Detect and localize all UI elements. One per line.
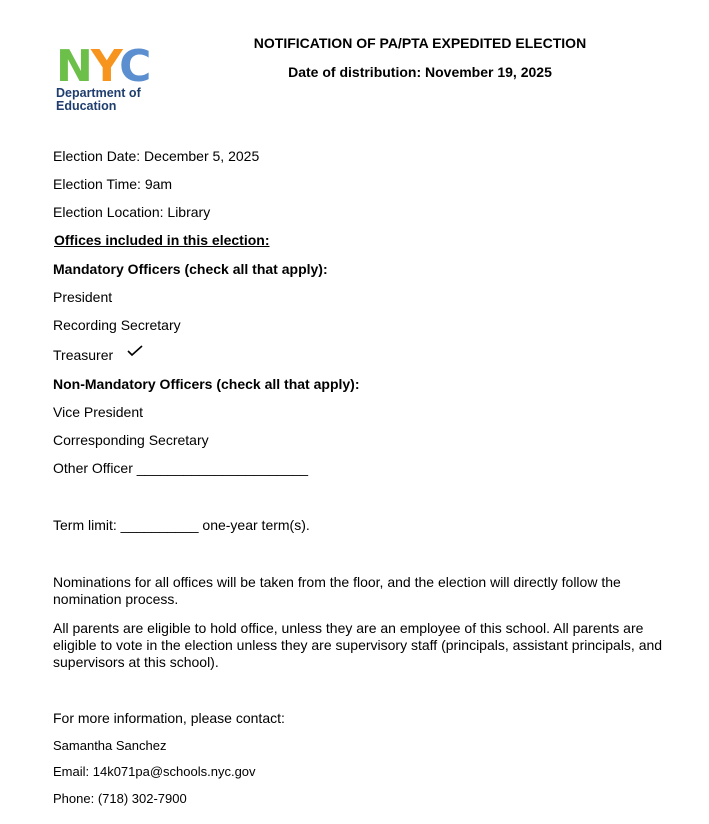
checkmark-icon	[127, 345, 143, 357]
office-vice-president: Vice President	[53, 404, 144, 420]
contact-heading: For more information, please contact:	[53, 710, 285, 726]
election-time: Election Time: 9am	[53, 176, 173, 192]
document-title: NOTIFICATION OF PA/PTA EXPEDITED ELECTION	[253, 35, 587, 51]
nyc-doe-logo	[56, 41, 171, 117]
logo-mark: NYC	[56, 41, 150, 92]
contact-phone: Phone: (718) 302-7900	[53, 791, 187, 806]
office-recording-secretary: Recording Secretary	[53, 317, 181, 333]
election-location: Election Location: Library	[53, 204, 211, 220]
non-mandatory-heading: Non-Mandatory Officers (check all that apply):	[53, 376, 360, 392]
contact-name: Samantha Sanchez	[53, 738, 167, 753]
nominations-paragraph: Nominations for all offices will be taken from the floor, and the election will directly follow the nomination process.	[53, 574, 621, 607]
office-treasurer: Treasurer	[53, 347, 114, 363]
mandatory-heading: Mandatory Officers (check all that apply):	[53, 261, 328, 277]
office-other: Other Officer ______________________	[53, 460, 309, 476]
election-date: Election Date: December 5, 2025	[53, 148, 260, 164]
office-president: President	[53, 289, 113, 305]
office-corresponding-secretary: Corresponding Secretary	[53, 432, 209, 448]
eligibility-paragraph: All parents are eligible to hold office, unless they are an employee of this school. All parents are eligible to vote in the election unless they are supervisory staff (principals, assistant principals, and supervisors at this school).	[53, 620, 663, 670]
contact-email: Email: 14k071pa@schools.nyc.gov	[53, 764, 256, 779]
logo-subtitle: Department of Education	[56, 86, 141, 113]
offices-heading: Offices included in this election:	[54, 232, 270, 248]
term-limit: Term limit: __________ one-year term(s).	[53, 517, 310, 533]
distribution-date: Date of distribution: November 19, 2025	[288, 64, 552, 80]
